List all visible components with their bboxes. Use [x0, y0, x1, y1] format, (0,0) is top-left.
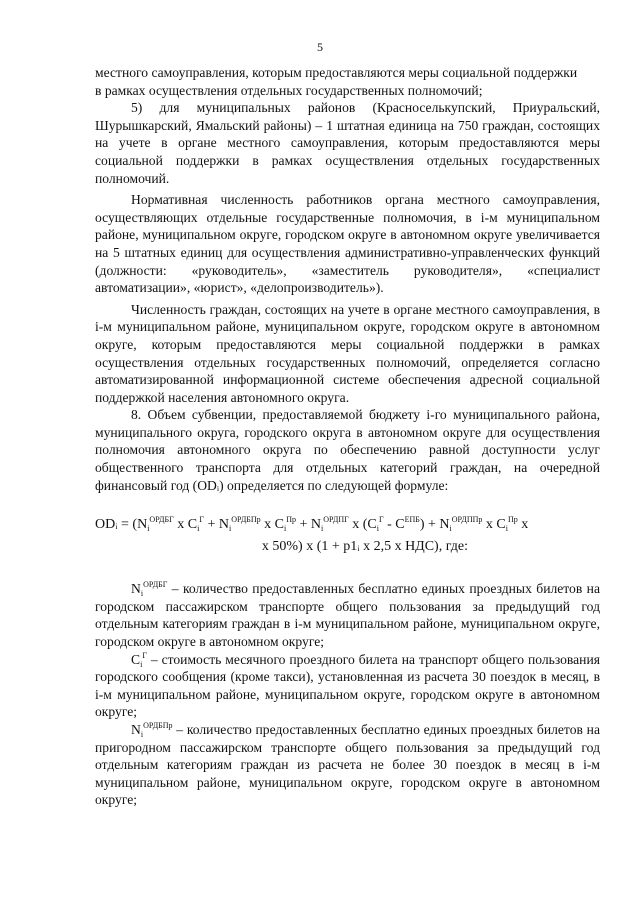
page-number: 5: [317, 40, 323, 54]
paragraph-normative-staff: Нормативная численность работников органа местного самоуправления, осуществляющих отдельные государственные полномочия, в i-м муниципальном районе, муниципальном округе, городском округе в автономном округе увеличивается на 5 штатных единиц для осуществления административно-управленческих функций (должности: «руководитель», «заместитель руководителя», «специалист автоматизации», «юрист», «делопроизводитель»).: [95, 192, 600, 296]
definition-n-ordbg: $N_i^{ОРДБГ}$ – количество предоставленных бесплатно единых проездных билетов на городском пассажирском транспорте общего пользования за предыдущий год отдельным категориям граждан в i-м муниципальном районе, муниципальном округе, городском округе в автономном округе;: [95, 580, 600, 650]
formula-line-2: x 50%) x (1 + p1ᵢ x 2,5 x НДС), где:: [261, 539, 468, 555]
definition-n-ordbpr: $N_i^{ОРДБПр}$ – количество предоставленных бесплатно единых проездных билетов на пригородном пассажирском транспорте общего пользования за предыдущий год отдельным категориям граждан из расчета не более 30 поездок в месяц в i-м муниципальном районе, муниципальном округе, городском округе в автономном округе;: [95, 721, 600, 808]
paragraph-continuation: местного самоуправления, которым предоставляются меры социальной поддержки: [95, 65, 578, 80]
formula-line-1: ODᵢ = ($N_i^{ОРДБГ}$ x $C_i^Г + N_i^{ОРДБПр}$ x $C_i^{Пр} + N_i^{ОРДПГ}$ x $(C_i^Г - C^{ЕПБ}) + N_i^{ОРДППр}$ x $C_i^{Пр}$ x: [95, 515, 529, 534]
document-body: [95, 64, 600, 809]
definition-c-g: $C_i^Г$ – стоимость месячного проездного билета на транспорт общего пользования городского сообщения (кроме такси), установленная из расчета 30 поездок в месяц, в i-м муниципальном районе, муниципальном округе, городском округе в автономном округе;: [95, 650, 600, 720]
paragraph-item-8: 8. Объем субвенции, предоставляемой бюджету i-го муниципального района, муниципального округа, городского округа в автономном округе для осуществления полномочия автономного округа по обеспечению равной доступности услуг общественного транспорта для отдельных категорий граждан, на очередной финансовый год (ODᵢ) определяется по следующей формуле:: [95, 407, 600, 493]
paragraph-citizen-count: Численность граждан, состоящих на учете в органе местного самоуправления, в i-м муниципальном районе, муниципальном округе, городском округе в автономном округе, которым предоставляются меры социальной поддержки в рамках осуществления отдельных государственных полномочий, определяется согласно автоматизированной информационной системе обеспечения адресной социальной поддержкой населения автономного округа.: [95, 301, 600, 405]
paragraph-item-5: 5) для муниципальных районов (Красноселькупский, Приуральский, Шурышкарский, Ямальский районы) – 1 штатная единица на 750 граждан, состоящих на учете в органе местного самоуправления, которым предоставляются меры социальной поддержки в рамках осуществления отдельных государственных полномочий.: [95, 100, 600, 186]
paragraph-continuation-end: в рамках осуществления отдельных государственных полномочий;: [95, 82, 483, 98]
subvention-formula: [95, 514, 600, 558]
